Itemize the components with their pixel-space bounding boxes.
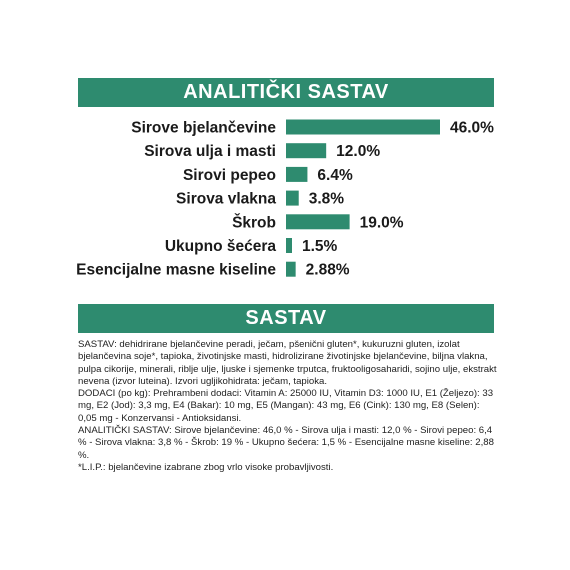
footnote-paragraph: *L.I.P.: bjelančevine izabrane zbog vrlo visoke probavljivosti.	[78, 461, 334, 473]
value-label: 6.4%	[317, 166, 353, 184]
ingredients-paragraph: SASTAV: dehidrirane bjelančevine peradi, ječam, pšenični gluten*, kukuruzni gluten, izolat bjelančevina soje*, tapioka, životinjske masti, hidrolizirane životinjske bjelančevine, biljna vlakna, pulpa cikorije, minerali, riblje ulje, ljuske i sjemenke trputca, fruktooligosaharidi, sojino ulje, ekstrakt nevena (izvor luteina). Izvori ugljikohidrata: ječam, tapioka.	[78, 339, 497, 387]
additives-paragraph: DODACI (po kg): Prehrambeni dodaci: Vitamin A: 25000 IU, Vitamin D3: 1000 IU, E1 (Željezo): 33 mg, E2 (Jod): 3,3 mg, E4 (Bakar): 10 mg, E5 (Mangan): 43 mg, E6 (Cink): 130 mg, E8 (Selen): 0,05 mg - Konzervansi - Antioksidansi.	[78, 388, 494, 424]
value-label: 46.0%	[450, 119, 494, 137]
value-label: 1.5%	[302, 238, 338, 255]
value-label: 19.0%	[359, 214, 404, 232]
analysis-paragraph: ANALITIČKI SASTAV: Sirove bjelančevine: 46,0 % - Sirova ulja i masti: 12,0 % - Sirovi pepeo: 6,4 % - Sirova vlakna: 3,8 % - Škrob: 19 % - Ukupno šećera: 1,5 % - Esencijalne masne kiseline: 2,88 %.	[78, 425, 494, 461]
bar	[286, 238, 292, 253]
bar	[286, 167, 307, 182]
category-label: Sirova ulja i masti	[144, 143, 276, 161]
bar	[286, 262, 296, 277]
bar	[286, 191, 299, 206]
category-label: Ukupno šećera	[164, 238, 276, 255]
value-label: 2.88%	[305, 261, 350, 279]
bar	[286, 143, 326, 158]
nutrient-bar-chart	[0, 110, 570, 300]
composition-heading: SASTAV	[78, 304, 494, 333]
composition-text	[78, 339, 498, 474]
value-label: 12.0%	[336, 143, 381, 161]
category-label: Esencijalne masne kiseline	[76, 261, 276, 279]
bar	[286, 214, 350, 229]
category-label: Sirovi pepeo	[182, 166, 276, 184]
analysis-heading: ANALITIČKI SASTAV	[78, 78, 494, 107]
category-label: Sirove bjelančevine	[131, 119, 276, 137]
category-label: Sirova vlakna	[176, 190, 276, 208]
value-label: 3.8%	[308, 190, 345, 208]
bar	[286, 120, 440, 135]
category-label: Škrob	[232, 214, 276, 232]
